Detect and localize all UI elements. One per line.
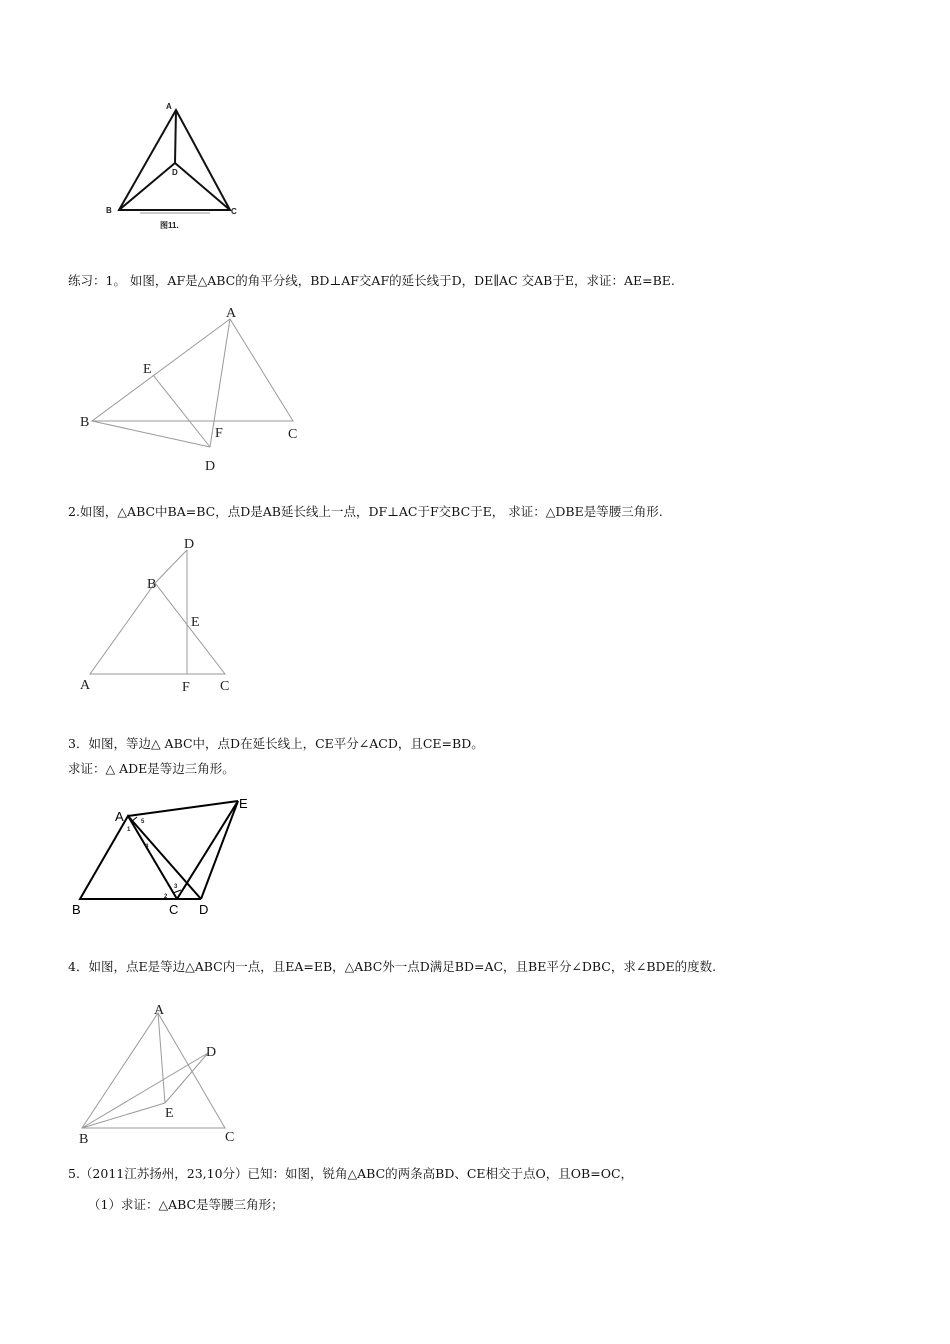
triangle-abc	[82, 1013, 225, 1128]
label-b: B	[80, 415, 90, 430]
label-f: F	[182, 680, 190, 695]
angle-label-3: 3	[174, 884, 178, 890]
label-a: A	[115, 809, 124, 824]
problem-5-text: 5.（2011江苏扬州，23,10分）已知：如图，锐角△ABC的两条高BD、CE相交于点O，且OB=OC，	[68, 1166, 634, 1181]
angle-label-4: 4	[145, 844, 149, 850]
angle-label-2: 2	[164, 894, 168, 900]
segment-ae	[158, 1013, 165, 1103]
label-b: B	[106, 206, 112, 215]
label-c: C	[288, 427, 298, 442]
figure-problem-3	[65, 790, 265, 925]
problem-3-line-1: 3．如图，等边△ ABC中，点D在延长线上，CE平分∠ACD，且CE=BD。	[68, 736, 484, 751]
label-f: F	[215, 426, 223, 441]
label-e: E	[165, 1106, 174, 1121]
problem-4-text: 4．如图，点E是等边△ABC内一点，且EA=EB，△ABC外一点D满足BD=AC，且BE平分∠DBC，求∠BDE的度数.	[68, 959, 717, 974]
triangle-abc	[92, 319, 293, 421]
label-c: C	[231, 207, 237, 216]
label-a: A	[154, 1003, 165, 1018]
label-b: B	[79, 1132, 89, 1147]
segment-bd	[82, 1053, 208, 1128]
label-b: B	[147, 577, 157, 592]
segment-bd	[119, 163, 175, 210]
segment-be	[82, 1103, 165, 1128]
angle-label-1: 1	[127, 827, 131, 833]
problem-3-line-2: 求证：△ ADE是等边三角形。	[68, 761, 235, 776]
exercise-1-text: 练习：1。 如图，AF是△ABC的角平分线，BD⊥AF交AF的延长线于D，DE∥AC 交AB于E，求证：AE=BE.	[68, 273, 675, 288]
segment-ad	[128, 816, 201, 899]
label-a: A	[80, 678, 91, 693]
segment-ed	[165, 1053, 208, 1103]
label-c: C	[169, 902, 179, 917]
triangle-abc	[90, 583, 225, 674]
angle-mark-c	[173, 890, 181, 893]
label-d: D	[184, 537, 195, 552]
figure-caption: 图11.	[160, 221, 179, 230]
label-e: E	[239, 796, 248, 811]
segment-ae	[128, 801, 238, 816]
label-b: B	[72, 902, 81, 917]
label-e: E	[143, 362, 152, 377]
label-c: C	[220, 679, 230, 694]
label-e: E	[191, 615, 200, 630]
label-d: D	[199, 902, 209, 917]
figure-exercise-1	[70, 300, 320, 480]
segment-cd	[175, 163, 230, 210]
angle-label-5: 5	[141, 819, 145, 825]
problem-2-text: 2.如图，△ABC中BA=BC，点D是AB延长线上一点，DF⊥AC于F交BC于E， 求证：△DBE是等腰三角形.	[68, 504, 663, 519]
figure-problem-2	[70, 530, 250, 700]
segment-bd	[155, 550, 187, 583]
label-c: C	[225, 1130, 235, 1145]
problem-5-part-1: （1）求证：△ABC是等腰三角形；	[88, 1197, 284, 1212]
label-d: D	[172, 168, 178, 177]
segment-ad	[175, 110, 176, 163]
label-a: A	[166, 102, 172, 111]
label-d: D	[206, 1045, 217, 1060]
figure-11	[100, 95, 260, 240]
label-d: D	[205, 459, 216, 474]
figure-problem-4	[70, 995, 250, 1150]
label-a: A	[226, 306, 237, 321]
